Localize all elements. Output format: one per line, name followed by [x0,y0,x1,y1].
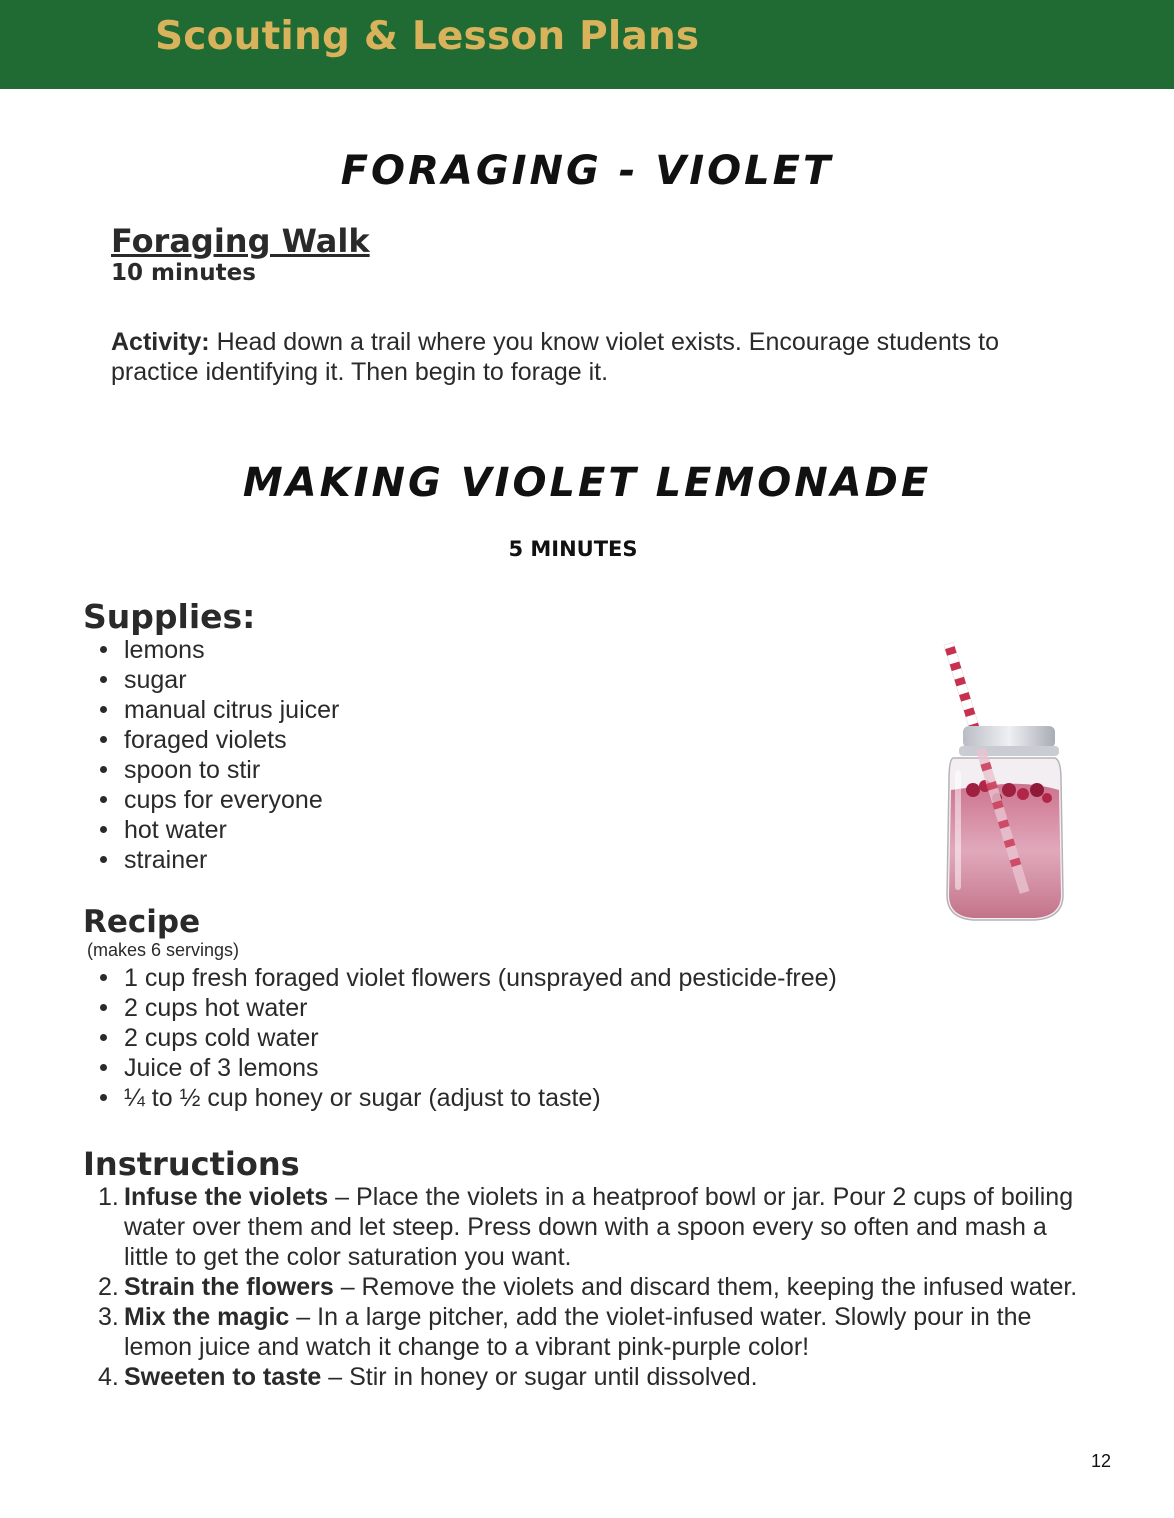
bullet-icon [100,796,107,803]
list-item: hot water [124,815,339,845]
bullet-icon [100,826,107,833]
step-title: Mix the magic [124,1303,290,1331]
step-text: – Remove the violets and discard them, keeping the infused water. [333,1273,1078,1301]
list-item: Juice of 3 lemons [124,1053,837,1083]
activity-paragraph [111,327,1081,387]
list-item: lemons [124,635,339,665]
list-item: 1 cup fresh foraged violet flowers (unsprayed and pesticide-free) [124,963,837,993]
list-item: 2 cups cold water [124,1023,837,1053]
lemonade-duration: 5 MINUTES [508,537,638,561]
bullet-icon [100,856,107,863]
step-number: 2. [98,1273,119,1301]
instruction-step [98,1272,1078,1302]
step-number: 1. [98,1183,119,1211]
lemonade-heading: MAKING VIOLET LEMONADE [242,460,932,506]
bullet-icon [100,646,107,653]
instruction-step [98,1302,1078,1362]
bullet-icon [100,736,107,743]
bullet-icon [100,766,107,773]
header-title: Scouting & Lesson Plans [155,14,700,59]
bullet-icon [100,706,107,713]
page-number: 12 [1090,1451,1111,1471]
list-item: ¼ to ½ cup honey or sugar (adjust to taste) [124,1083,837,1113]
step-text: – Stir in honey or sugar until dissolved. [321,1363,758,1391]
step-number: 3. [98,1303,119,1331]
bullet-icon [100,1094,107,1101]
supplies-title: Supplies: [83,597,256,636]
bullet-icon [100,1004,107,1011]
list-item: strainer [124,845,339,875]
bullet-icon [100,1034,107,1041]
foraging-walk-title: Foraging Walk [111,222,370,260]
activity-text: Head down a trail where you know violet exists. Encourage students to practice identifying it. Then begin to forage it. [111,328,999,386]
instructions-title: Instructions [83,1145,300,1183]
list-item: sugar [124,665,339,695]
supplies-list [124,635,339,875]
foraging-walk-duration: 10 minutes [111,260,256,286]
instructions-list [98,1182,1078,1392]
recipe-servings: (makes 6 servings) [87,940,240,960]
step-text: – In a large pitcher, add the violet-infused water. Slowly pour in the lemon juice and watch it change to a vibrant pink-purple color! [124,1303,1032,1361]
list-item: cups for everyone [124,785,339,815]
step-title: Strain the flowers [124,1273,334,1301]
activity-label: Activity: [111,328,210,356]
bullet-icon [100,974,107,981]
foraging-heading: FORAGING - VIOLET [340,148,834,194]
recipe-title: Recipe [83,904,201,940]
list-item: spoon to stir [124,755,339,785]
lemonade-jar-illustration [925,640,1075,925]
list-item: foraged violets [124,725,339,755]
step-title: Infuse the violets [124,1183,329,1211]
ingredients-list [124,963,837,1113]
step-number: 4. [98,1363,119,1391]
instruction-step [98,1362,1078,1392]
step-text: – Place the violets in a heatproof bowl or jar. Pour 2 cups of boiling water over them and let steep. Press down with a spoon every so often and mash a little to get the color saturation you want. [124,1183,1074,1271]
instruction-step [98,1182,1078,1272]
header-bar [0,0,1174,89]
bullet-icon [100,1064,107,1071]
list-item: 2 cups hot water [124,993,837,1023]
bullet-icon [100,676,107,683]
step-title: Sweeten to taste [124,1363,322,1391]
list-item: manual citrus juicer [124,695,339,725]
